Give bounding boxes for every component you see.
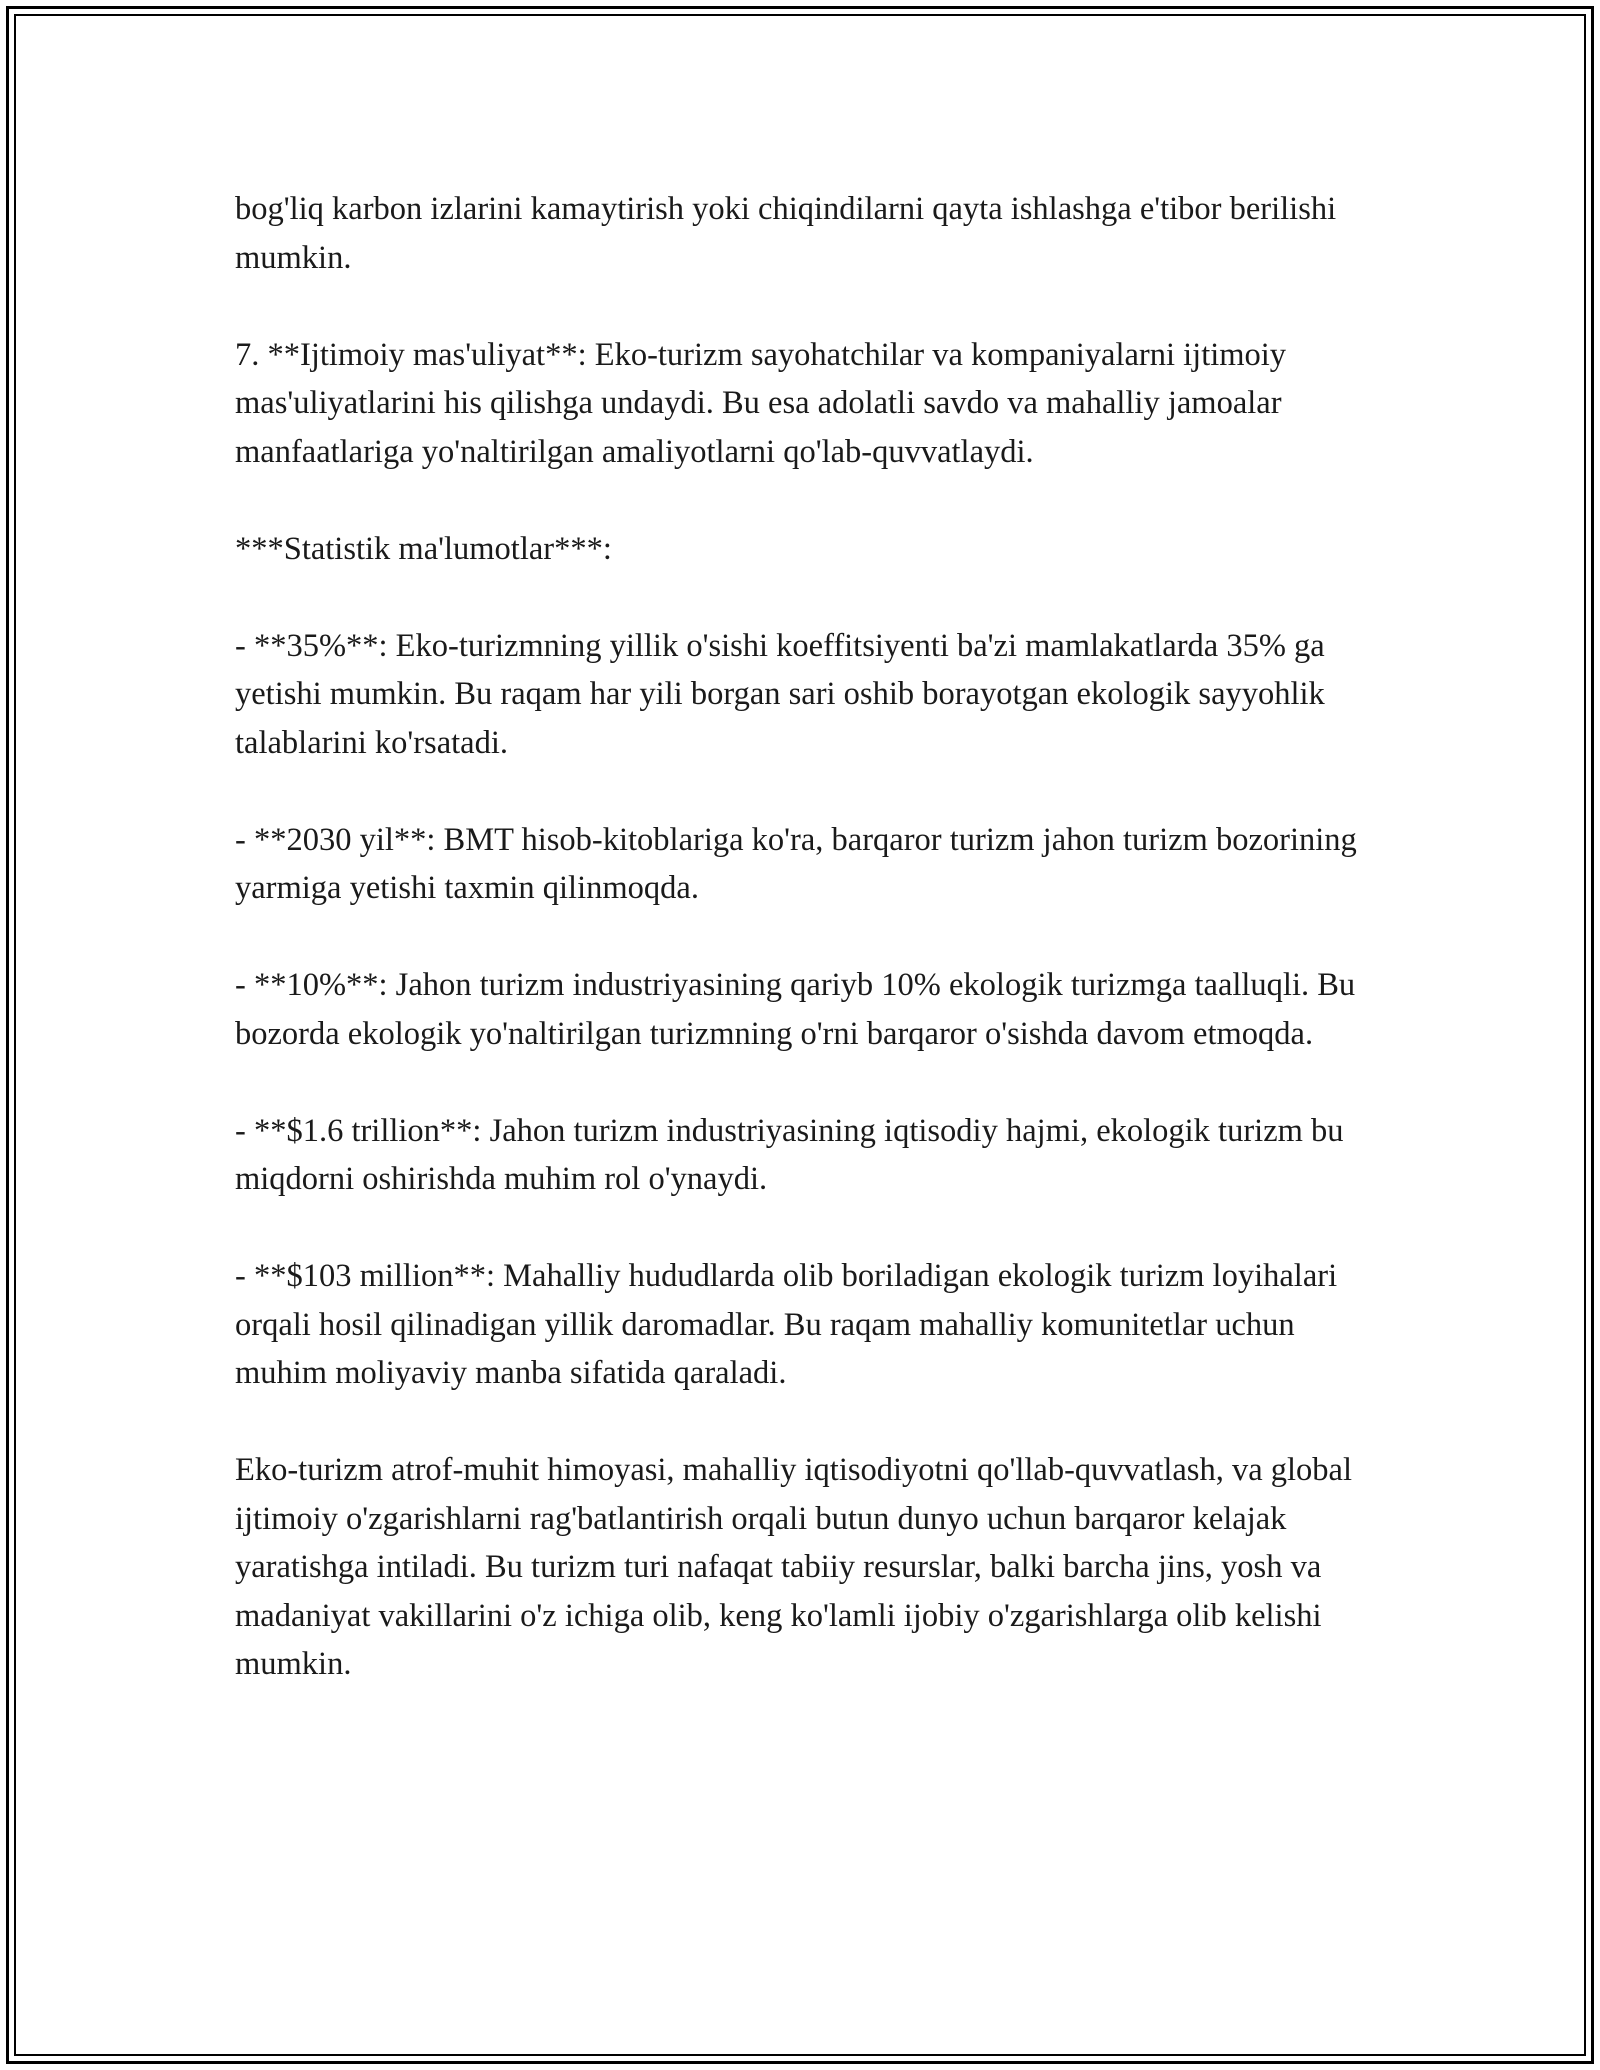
stat-item-market-share: - **10%**: Jahon turizm industriyasining qariyb 10% ekologik turizmga taalluqli. Bu bozorda ekologik yo'naltirilgan turizmning o'rni barqaror o'sishda davom etmoqda. xyxy=(235,967,1356,1052)
stat-item-local-revenue: - **$103 million**: Mahalliy hududlarda olib boriladigan ekologik turizm loyihalari orqali hosil qilinadigan yillik daromadlar. Bu raqam mahalliy komunitetlar uchun muhim moliyaviy manba sifatida qaraladi. xyxy=(235,1258,1338,1391)
stat-item-industry-size: - **$1.6 trillion**: Jahon turizm industriyasining iqtisodiy hajmi, ekologik turizm bu miqdorni oshirishda muhim rol o'ynaydi. xyxy=(235,1112,1344,1197)
stat-item-2030: - **2030 yil**: BMT hisob-kitoblariga ko'ra, barqaror turizm jahon turizm bozorining yarmiga yetishi taxmin qilinmoqda. xyxy=(235,821,1357,906)
paragraph-carbon-footprint: bog'liq karbon izlarini kamaytirish yoki chiqindilarni qayta ishlashga e'tibor berilishi mumkin. xyxy=(235,191,1337,276)
document-body xyxy=(235,185,1375,1737)
paragraph-conclusion: Eko-turizm atrof-muhit himoyasi, mahalliy iqtisodiyotni qo'llab-quvvatlash, va global ijtimoiy o'zgarishlarni rag'batlantirish orqali butun dunyo uchun barqaror kelajak yaratishga intiladi. Bu turizm turi nafaqat tabiiy resurslar, balki barcha jins, yosh va madaniyat vakillarini o'z ichiga olib, keng ko'lamli ijobiy o'zgarishlarga olib kelishi mumkin. xyxy=(235,1452,1352,1682)
paragraph-social-responsibility: 7. **Ijtimoiy mas'uliyat**: Eko-turizm sayohatchilar va kompaniyalarni ijtimoiy mas'uliyatlarini his qilishga undaydi. Bu esa adolatli savdo va mahalliy jamoalar manfaatlariga yo'naltirilgan amaliyotlarni qo'lab-quvvatlaydi. xyxy=(235,336,1287,470)
stat-item-growth-rate: - **35%**: Eko-turizmning yillik o'sishi koeffitsiyenti ba'zi mamlakatlarda 35% ga yetishi mumkin. Bu raqam har yili borgan sari oshib borayotgan ekologik sayyohlik talablarini ko'rsatadi. xyxy=(235,627,1325,761)
statistics-heading: ***Statistik ma'lumotlar***: xyxy=(235,530,612,567)
